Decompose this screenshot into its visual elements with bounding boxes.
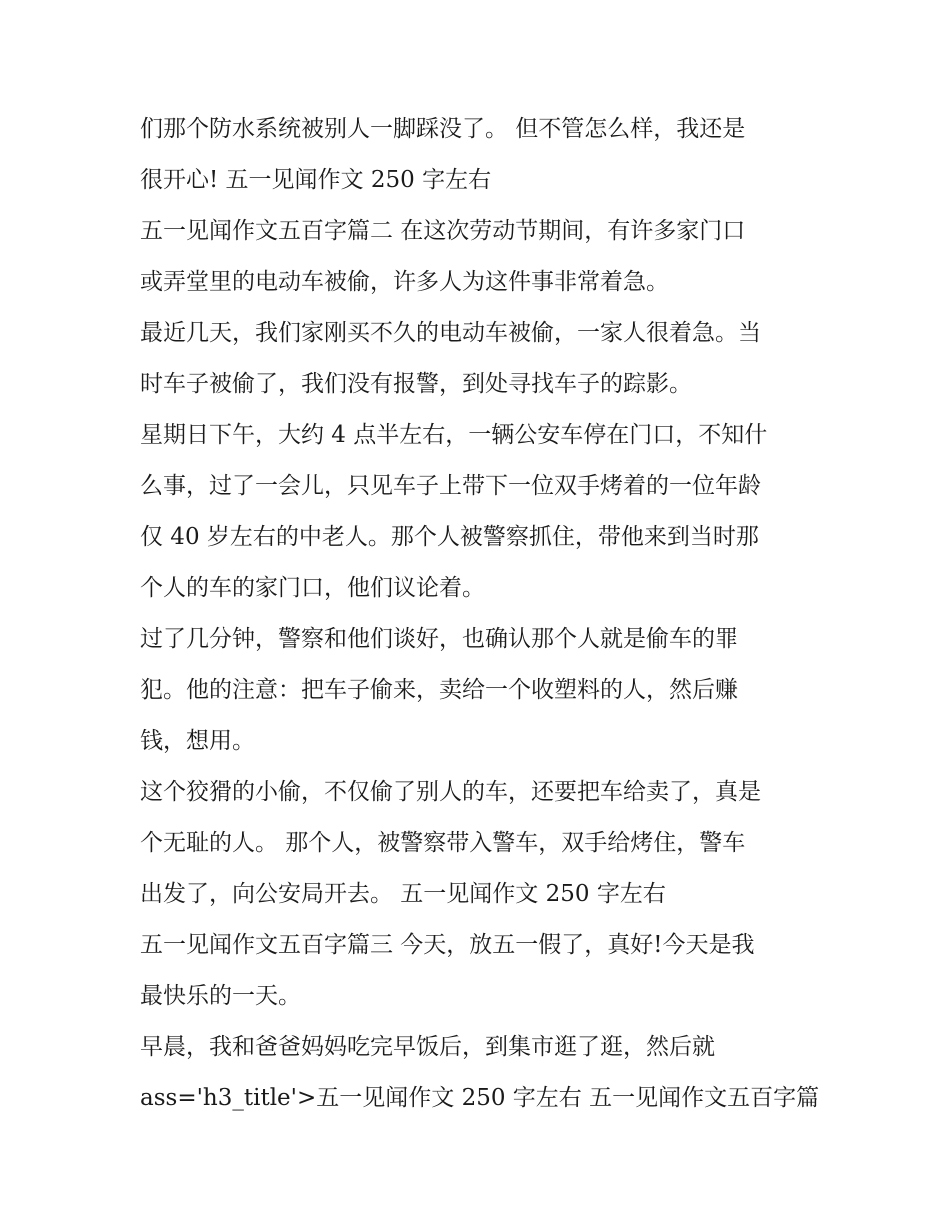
text-line: 们那个防水系统被别人一脚踩没了。 但不管怎么样，我还是	[140, 116, 746, 142]
document-body	[140, 104, 820, 1124]
text-line: 么事，过了一会儿，只见车子上带下一位双手烤着的一位年龄	[140, 473, 761, 499]
text-line: ass='h3_title'>五一见闻作文 250 字左右 五一见闻作文五百字篇	[140, 1085, 820, 1111]
text-line: 个无耻的人。 那个人，被警察带入警车，双手给烤住，警车	[140, 830, 746, 856]
text-line: 个人的车的家门口，他们议论着。	[140, 575, 485, 601]
text-line: 最近几天，我们家刚买不久的电动车被偷，一家人很着急。当	[140, 320, 761, 346]
text-line: 最快乐的一天。	[140, 983, 301, 1009]
text-line: 五一见闻作文五百字篇二 在这次劳动节期间，有许多家门口	[140, 218, 746, 244]
text-line: 过了几分钟，警察和他们谈好，也确认那个人就是偷车的罪	[140, 626, 738, 652]
text-line: 早晨，我和爸爸妈妈吃完早饭后，到集市逛了逛，然后就	[140, 1034, 715, 1060]
text-line: 仅 40 岁左右的中老人。那个人被警察抓住，带他来到当时那	[140, 524, 759, 550]
text-line: 钱，想用。	[140, 728, 255, 754]
text-line: 犯。他的注意：把车子偷来，卖给一个收塑料的人，然后赚	[140, 677, 738, 703]
text-line: 这个狡猾的小偷，不仅偷了别人的车，还要把车给卖了，真是	[140, 779, 761, 805]
text-line: 星期日下午，大约 4 点半左右，一辆公安车停在门口，不知什	[140, 422, 768, 448]
text-line: 或弄堂里的电动车被偷，许多人为这件事非常着急。	[140, 269, 669, 295]
text-line: 出发了，向公安局开去。 五一见闻作文 250 字左右	[140, 881, 666, 907]
text-line: 很开心! 五一见闻作文 250 字左右	[140, 167, 492, 193]
text-line: 时车子被偷了，我们没有报警，到处寻找车子的踪影。	[140, 371, 692, 397]
text-line: 五一见闻作文五百字篇三 今天，放五一假了，真好!今天是我	[140, 932, 755, 958]
